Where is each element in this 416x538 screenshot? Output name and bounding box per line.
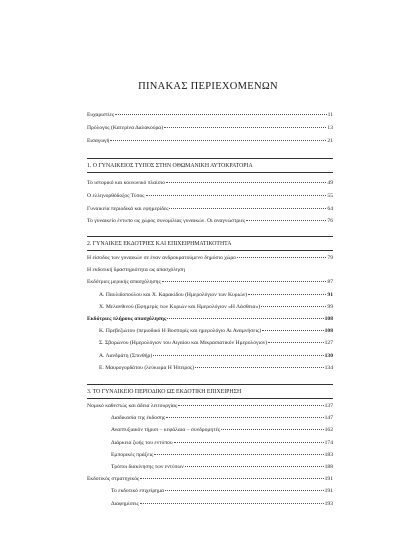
- toc-entry-label: Α. Παυλιδοπούλου και Χ. Καρακίδου (Ημερολόγιον των Κυριών): [99, 291, 248, 298]
- leader-dots: [166, 182, 326, 183]
- toc-entry[interactable]: [87, 366, 333, 372]
- leader-dots: [261, 306, 326, 307]
- toc-entry-page: 55: [327, 192, 333, 199]
- toc-entry-page: 49: [327, 180, 333, 186]
- toc-entry-label: Το ιστορικό και κοινωνικό πλαίσιο: [87, 180, 166, 186]
- toc-entry[interactable]: [87, 416, 333, 422]
- leader-dots: [164, 127, 326, 128]
- toc-entry-page: 21: [327, 137, 333, 144]
- toc-entry-page: 188: [324, 463, 333, 470]
- toc-entry-label: Ο ελληνορθόδοξος Τύπος: [87, 192, 145, 199]
- toc-entry-label: Νομικό καθεστώς και άδεια λειτουργίας: [87, 403, 178, 409]
- leader-dots: [174, 442, 324, 443]
- toc-entry[interactable]: [87, 181, 333, 187]
- toc-entry-page: 13: [327, 124, 333, 131]
- toc-entry-page: 99: [327, 303, 333, 310]
- chapter-rule: [87, 236, 333, 237]
- toc-entry-page: 193: [324, 500, 333, 507]
- toc-entry-label: Εμπορικές πράξεις: [111, 451, 154, 458]
- leader-dots: [248, 294, 326, 295]
- toc-entry-label: Εισαγωγή: [87, 137, 110, 144]
- chapter-rule: [87, 384, 333, 385]
- toc-entry-page: 11: [327, 112, 333, 118]
- toc-entry-page: 108: [324, 328, 333, 335]
- chapter-3-entries: [87, 404, 333, 507]
- leader-dots: [195, 367, 324, 368]
- leader-dots: [154, 454, 323, 455]
- chapter-heading: 2. ΓΥΝΑΙΚΕΣ ΕΚΔΟΤΡΙΕΣ ΚΑΙ ΕΠΙΧΕΙΡΗΜΑΤΙΚΟΤΗΤΑ: [87, 241, 232, 247]
- toc-entry-label: Το γυναικείο έντυπο ως χώρος συνομιλίας γυναικών. Οι αναγνώστριες: [87, 218, 246, 225]
- toc-entry-label: Εκδότριες μερικής απασχόλησης: [87, 279, 161, 286]
- toc-entry-page: 87: [327, 279, 333, 286]
- page-title: ΠΙΝΑΚΑΣ ΠΕΡΙΕΧΟΜΕΝΩΝ: [138, 81, 278, 92]
- toc-entry-label: Εκδότριες πλήρους απασχόλησης: [87, 315, 167, 322]
- toc-entry-page: 79: [327, 255, 333, 261]
- front-matter: [87, 113, 333, 144]
- toc-entry-page: 191: [324, 476, 333, 483]
- leader-dots: [166, 417, 323, 418]
- leader-dots: [185, 466, 324, 467]
- toc-entry-label: Τρόποι διακίνησης των εντύπων: [111, 463, 184, 470]
- leader-dots: [146, 195, 327, 196]
- toc-entry-page: 191: [324, 488, 333, 495]
- toc-entry-label: Σ. Σβορώνου (Ημερολόγιον του Αιγαίου και Μικρασιατικόν Ημερολόγιον): [99, 340, 268, 347]
- toc-entry[interactable]: [87, 329, 333, 335]
- toc-entry[interactable]: [87, 256, 333, 262]
- chapter-heading: 3. ΤΟ ΓΥΝΑΙΚΕΙΟ ΠΕΡΙΟΔΙΚΟ ΩΣ ΕΚΔΟΤΙΚΗ ΕΠΙΧΕΙΡΗΣΗ: [87, 389, 242, 395]
- leader-dots: [140, 503, 324, 504]
- toc-entry-page: 174: [324, 439, 333, 446]
- leader-dots: [268, 342, 323, 343]
- chapter-rule: [87, 172, 333, 173]
- toc-entry[interactable]: [87, 477, 333, 483]
- leader-dots: [140, 478, 323, 479]
- leader-dots: [246, 220, 326, 221]
- toc-entry[interactable]: [87, 113, 333, 119]
- toc-entry-label: Ε. Μαυρογορδάτου (λεύκωμα Η Ήπειρος): [99, 364, 195, 371]
- toc-entry-page: 64: [327, 205, 333, 212]
- toc-entry[interactable]: [87, 453, 333, 459]
- toc-entry[interactable]: [87, 341, 333, 347]
- toc-entry-page: 162: [324, 427, 333, 434]
- toc-entry-page: 108: [324, 315, 333, 322]
- toc-entry[interactable]: [87, 428, 333, 434]
- toc-entry-label: Διαφημίσεις: [111, 500, 139, 507]
- toc-entry[interactable]: [87, 293, 333, 299]
- toc-entry-label: Αναπτυξιακόν τήρισι – κεφάλαια – συνδρομητές: [111, 427, 221, 434]
- toc-entry-label: Εκδοτικός στρατηγικός: [87, 476, 140, 483]
- leader-dots: [237, 257, 327, 258]
- leader-dots: [221, 429, 323, 430]
- chapter-rule: [87, 158, 333, 159]
- toc-entry-label: Κ. Πρεβεζιώτου (περιοδικό Η Βοσπορίς και ημερολόγιο Αι Αναμνήσεις): [99, 328, 262, 335]
- toc-entry-page: 134: [324, 364, 333, 371]
- toc-entry-label: Διαδικασία της έκδοσης: [111, 415, 166, 422]
- toc-entry-label: Πρόλογος (Κατερίνα Δαλακούρα): [87, 124, 164, 131]
- leader-dots: [178, 405, 323, 406]
- leader-dots: [110, 140, 326, 141]
- toc-entry[interactable]: [87, 441, 333, 447]
- toc-entry[interactable]: [87, 489, 333, 495]
- leader-dots: [153, 355, 323, 356]
- leader-dots: [162, 281, 327, 282]
- toc-entry[interactable]: [87, 139, 333, 145]
- toc-entry[interactable]: [87, 219, 333, 225]
- chapter-rule: [87, 250, 333, 251]
- toc-entry-label: Α. Λανδράτη (Σπινθήρ): [99, 352, 153, 359]
- toc-entry[interactable]: [87, 465, 333, 471]
- toc-entry[interactable]: [87, 354, 333, 360]
- toc-entry-label: Ευχαριστίες: [87, 112, 115, 118]
- toc-entry-page: 91: [327, 291, 333, 298]
- toc-entry-label: Γυναικεία περιοδικά και εφημερίδες: [87, 205, 169, 212]
- chapter-rule: [87, 398, 333, 399]
- leader-dots: [165, 490, 324, 491]
- toc-entry[interactable]: [87, 502, 333, 508]
- toc-entry-label: Το εκδοτικό επιχείρημα: [111, 488, 165, 495]
- toc-entry-page: 147: [324, 415, 333, 422]
- toc-entry-label: Η εκδοτική δραστηριότητα ως απασχόληση: [87, 267, 185, 274]
- toc-entry[interactable]: [87, 194, 333, 200]
- chapter-heading: 1. Ο ΓΥΝΑΙΚΕΙΟΣ ΤΥΠΟΣ ΣΤΗΝ ΟΘΩΜΑΝΙΚΗ ΑΥΤΟΚΡΑΤΟΡΙΑ: [87, 163, 253, 169]
- chapter-2-entries: [87, 256, 333, 371]
- leader-dots: [115, 114, 327, 115]
- leader-dots: [169, 208, 326, 209]
- toc-entry[interactable]: [87, 305, 333, 311]
- toc-entry-label: Χ. Μελανθινού (Εφημερίς των Κυριών και Ημερολόγιον «Η Λάσθεια»): [99, 303, 261, 310]
- toc-entry-page: 130: [324, 352, 333, 359]
- toc-entry[interactable]: [87, 126, 333, 132]
- leader-dots: [262, 330, 323, 331]
- toc-entry-page: 137: [324, 403, 333, 409]
- toc-entry[interactable]: [87, 280, 333, 286]
- toc-entry[interactable]: [87, 207, 333, 213]
- toc-entry[interactable]: [87, 404, 333, 410]
- toc-entry-label: Διάρκεια ζωής του εντύπου: [111, 439, 173, 446]
- toc-entry[interactable]: [87, 317, 333, 323]
- toc-entry-page: 76: [327, 218, 333, 225]
- chapter-1-entries: [87, 181, 333, 225]
- leader-dots: [167, 318, 323, 319]
- toc-entry: [87, 268, 333, 274]
- toc-entry-page: 183: [324, 451, 333, 458]
- toc-entry-page: 127: [324, 340, 333, 347]
- toc-entry-label: Η είσοδος των γυναικών σε έναν ανδροκρατούμενο δημόσιο χώρο: [87, 255, 236, 261]
